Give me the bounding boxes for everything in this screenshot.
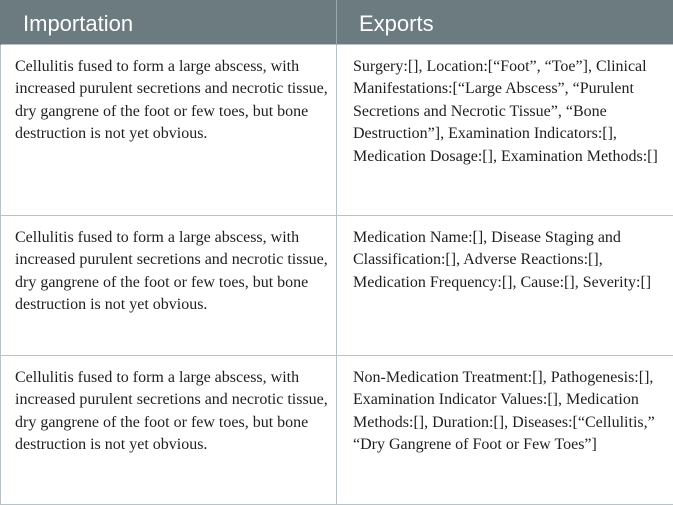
table-row bbox=[1, 44, 673, 215]
table-row bbox=[1, 355, 673, 504]
importation-cell: Cellulitis fused to form a large abscess, with increased purulent secretions and necrotic tissue, dry gangrene of the foot or few toes, but bone destruction is not yet obvious. bbox=[1, 355, 337, 504]
header-row bbox=[1, 0, 673, 44]
exports-cell: Surgery:[], Location:[“Foot”, “Toe”], Clinical Manifestations:[“Large Abscess”, “Purulent Secretions and Necrotic Tissue”, “Bone Destruction”], Examination Indicators:[], Medication Dosage:[], Examination Methods:[] bbox=[337, 44, 673, 215]
exports-cell: Non-Medication Treatment:[], Pathogenesis:[], Examination Indicator Values:[], Medication Methods:[], Duration:[], Diseases:[“Cellulitis,” “Dry Gangrene of Foot or Few Toes”] bbox=[337, 355, 673, 504]
importation-cell: Cellulitis fused to form a large abscess, with increased purulent secretions and necrotic tissue, dry gangrene of the foot or few toes, but bone destruction is not yet obvious. bbox=[1, 44, 337, 215]
exports-cell: Medication Name:[], Disease Staging and Classification:[], Adverse Reactions:[], Medication Frequency:[], Cause:[], Severity:[] bbox=[337, 215, 673, 355]
header-importation: Importation bbox=[1, 0, 337, 44]
header-exports: Exports bbox=[337, 0, 673, 44]
table-body bbox=[1, 44, 673, 504]
importation-cell: Cellulitis fused to form a large abscess, with increased purulent secretions and necrotic tissue, dry gangrene of the foot or few toes, but bone destruction is not yet obvious. bbox=[1, 215, 337, 355]
table-header bbox=[1, 0, 673, 44]
table-row bbox=[1, 215, 673, 355]
